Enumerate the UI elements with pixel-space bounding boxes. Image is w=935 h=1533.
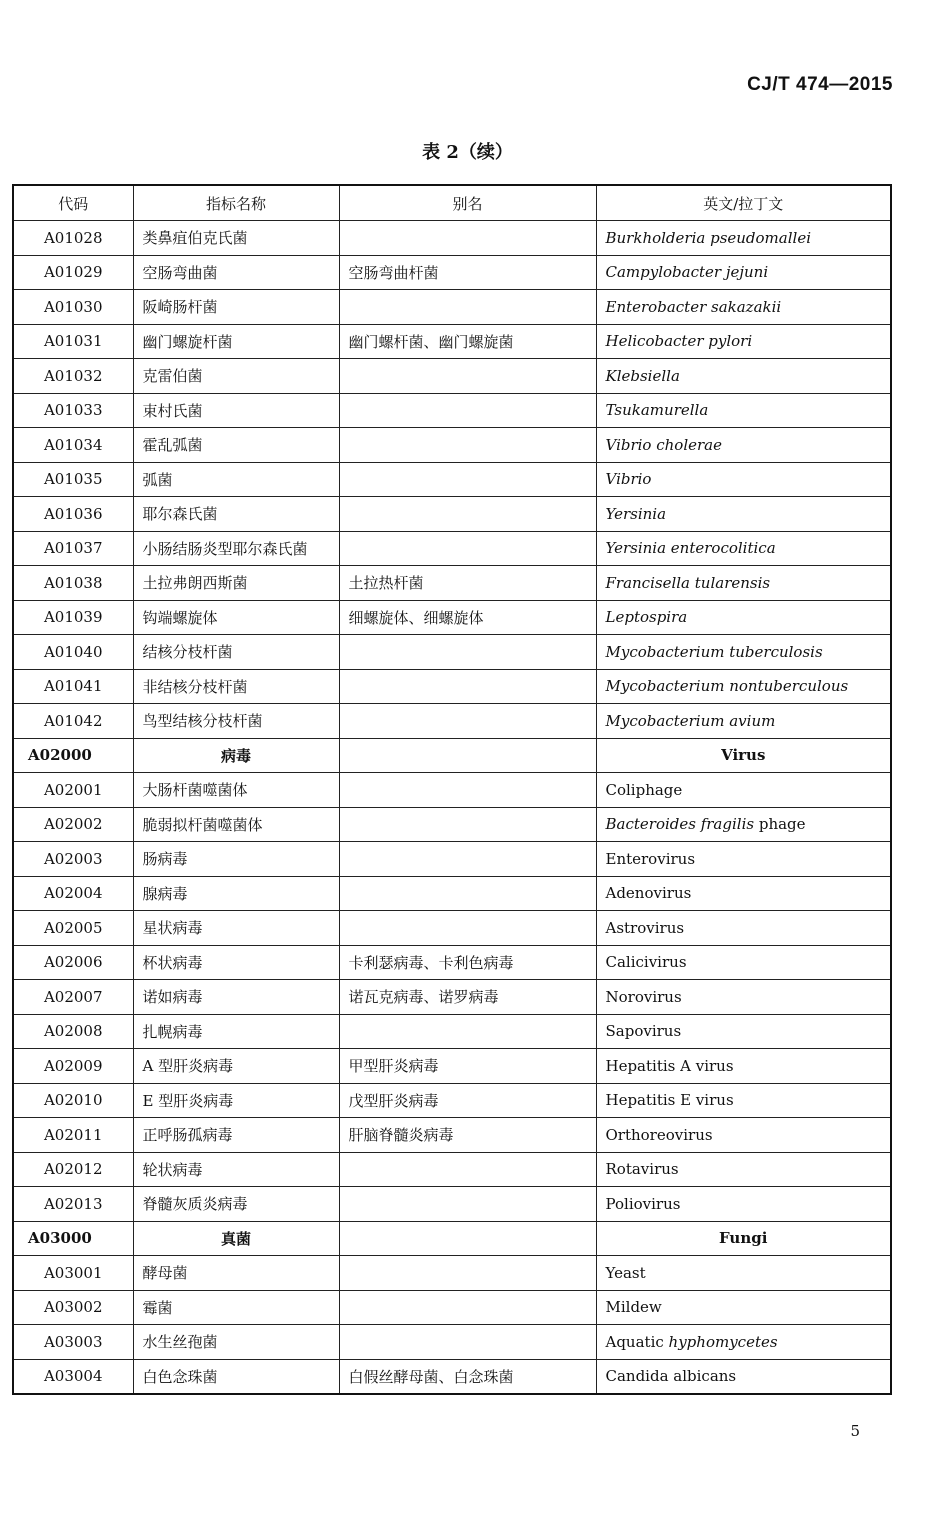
cell-alias	[339, 1221, 596, 1256]
cell-latin: Yersinia	[596, 497, 891, 532]
cell-name: 酵母菌	[133, 1256, 339, 1291]
table-row	[13, 566, 891, 601]
cell-name: 病毒	[133, 738, 339, 773]
cell-name: 钩端螺旋体	[133, 600, 339, 635]
cell-name: 土拉弗朗西斯菌	[133, 566, 339, 601]
cell-latin: Orthoreovirus	[596, 1118, 891, 1153]
category-row	[13, 1221, 891, 1256]
cell-code: A02001	[13, 773, 133, 808]
cell-alias	[339, 842, 596, 877]
cell-latin: Tsukamurella	[596, 393, 891, 428]
cell-name: 鸟型结核分枝杆菌	[133, 704, 339, 739]
cell-alias: 白假丝酵母菌、白念珠菌	[339, 1359, 596, 1394]
table-row	[13, 704, 891, 739]
cell-alias: 幽门螺杆菌、幽门螺旋菌	[339, 324, 596, 359]
cell-latin: Hepatitis A virus	[596, 1049, 891, 1084]
cell-alias: 空肠弯曲杆菌	[339, 255, 596, 290]
latin-prefix: Aquatic	[605, 1332, 669, 1351]
cell-alias	[339, 531, 596, 566]
cell-code: A02003	[13, 842, 133, 877]
cell-name: 弧菌	[133, 462, 339, 497]
cell-code: A02013	[13, 1187, 133, 1222]
cell-code: A02011	[13, 1118, 133, 1153]
cell-name: 脆弱拟杆菌噬菌体	[133, 807, 339, 842]
cell-code: A01040	[13, 635, 133, 670]
cell-alias: 卡利瑟病毒、卡利色病毒	[339, 945, 596, 980]
cell-latin: Yersinia enterocolitica	[596, 531, 891, 566]
cell-alias	[339, 807, 596, 842]
cell-alias	[339, 635, 596, 670]
cell-name: 结核分枝杆菌	[133, 635, 339, 670]
cell-latin: Astrovirus	[596, 911, 891, 946]
column-header-name: 指标名称	[133, 185, 339, 221]
cell-latin: Hepatitis E virus	[596, 1083, 891, 1118]
table-row	[13, 1187, 891, 1222]
cell-code: A01042	[13, 704, 133, 739]
cell-latin: Adenovirus	[596, 876, 891, 911]
cell-latin: Francisella tularensis	[596, 566, 891, 601]
table-row	[13, 807, 891, 842]
cell-code: A01033	[13, 393, 133, 428]
cell-code: A01029	[13, 255, 133, 290]
table-row	[13, 1290, 891, 1325]
cell-latin: Sapovirus	[596, 1014, 891, 1049]
table-row	[13, 1118, 891, 1153]
cell-code: A01036	[13, 497, 133, 532]
cell-alias	[339, 876, 596, 911]
cell-latin: Calicivirus	[596, 945, 891, 980]
cell-code: A02010	[13, 1083, 133, 1118]
cell-latin: Leptospira	[596, 600, 891, 635]
cell-code: A01035	[13, 462, 133, 497]
cell-code: A01037	[13, 531, 133, 566]
cell-alias	[339, 911, 596, 946]
cell-latin: Candida albicans	[596, 1359, 891, 1394]
cell-code: A03000	[13, 1221, 133, 1256]
cell-name: A 型肝炎病毒	[133, 1049, 339, 1084]
cell-name: 真菌	[133, 1221, 339, 1256]
cell-latin: Klebsiella	[596, 359, 891, 394]
table-row	[13, 842, 891, 877]
cell-name: 星状病毒	[133, 911, 339, 946]
table-row	[13, 531, 891, 566]
cell-alias	[339, 669, 596, 704]
cell-code: A03003	[13, 1325, 133, 1360]
table-row	[13, 945, 891, 980]
cell-alias	[339, 290, 596, 325]
cell-code: A01028	[13, 221, 133, 256]
table-row	[13, 428, 891, 463]
cell-code: A03002	[13, 1290, 133, 1325]
table-row	[13, 393, 891, 428]
table-row	[13, 876, 891, 911]
cell-name: 阪崎肠杆菌	[133, 290, 339, 325]
cell-code: A02002	[13, 807, 133, 842]
page-number: 5	[850, 1422, 860, 1440]
cell-code: A01039	[13, 600, 133, 635]
cell-alias: 甲型肝炎病毒	[339, 1049, 596, 1084]
standard-code: CJ/T 474—2015	[747, 74, 893, 95]
cell-code: A02004	[13, 876, 133, 911]
cell-alias	[339, 1014, 596, 1049]
category-row	[13, 738, 891, 773]
cell-alias	[339, 462, 596, 497]
cell-name: 杯状病毒	[133, 945, 339, 980]
table-row	[13, 462, 891, 497]
cell-name: 正呼肠孤病毒	[133, 1118, 339, 1153]
cell-code: A02012	[13, 1152, 133, 1187]
cell-latin: Mycobacterium avium	[596, 704, 891, 739]
cell-latin: Mycobacterium tuberculosis	[596, 635, 891, 670]
latin-italic: Bacteroides fragilis	[605, 815, 755, 834]
cell-alias: 戊型肝炎病毒	[339, 1083, 596, 1118]
cell-alias	[339, 1187, 596, 1222]
latin-italic: hyphomycetes	[668, 1332, 778, 1351]
cell-name: 耶尔森氏菌	[133, 497, 339, 532]
cell-latin: Yeast	[596, 1256, 891, 1291]
cell-name: 扎幌病毒	[133, 1014, 339, 1049]
cell-alias	[339, 428, 596, 463]
table-row	[13, 1359, 891, 1394]
cell-name: 诺如病毒	[133, 980, 339, 1015]
cell-code: A01034	[13, 428, 133, 463]
cell-latin: Coliphage	[596, 773, 891, 808]
cell-alias: 肝脑脊髓炎病毒	[339, 1118, 596, 1153]
cell-name: 空肠弯曲菌	[133, 255, 339, 290]
table-row	[13, 1325, 891, 1360]
cell-alias: 细螺旋体、细螺旋体	[339, 600, 596, 635]
cell-name: 束村氏菌	[133, 393, 339, 428]
cell-code: A02007	[13, 980, 133, 1015]
cell-code: A02000	[13, 738, 133, 773]
cell-name: 大肠杆菌噬菌体	[133, 773, 339, 808]
cell-alias	[339, 221, 596, 256]
cell-name: 霍乱弧菌	[133, 428, 339, 463]
cell-alias: 土拉热杆菌	[339, 566, 596, 601]
cell-alias	[339, 773, 596, 808]
cell-name: 克雷伯菌	[133, 359, 339, 394]
cell-latin: Fungi	[596, 1221, 891, 1256]
cell-code: A03004	[13, 1359, 133, 1394]
cell-code: A01031	[13, 324, 133, 359]
cell-alias	[339, 1152, 596, 1187]
column-header-code: 代码	[13, 185, 133, 221]
table-row	[13, 911, 891, 946]
table-row	[13, 1083, 891, 1118]
cell-name: 脊髓灰质炎病毒	[133, 1187, 339, 1222]
cell-name: 霉菌	[133, 1290, 339, 1325]
table-row	[13, 635, 891, 670]
cell-latin: Helicobacter pylori	[596, 324, 891, 359]
cell-alias	[339, 393, 596, 428]
cell-name: 水生丝孢菌	[133, 1325, 339, 1360]
cell-name: 肠病毒	[133, 842, 339, 877]
cell-latin: Enterobacter sakazakii	[596, 290, 891, 325]
table-row	[13, 1014, 891, 1049]
table-row	[13, 1049, 891, 1084]
cell-code: A01038	[13, 566, 133, 601]
cell-code: A02008	[13, 1014, 133, 1049]
cell-name: 腺病毒	[133, 876, 339, 911]
cell-latin	[596, 1325, 891, 1360]
cell-name: 白色念珠菌	[133, 1359, 339, 1394]
cell-name: 轮状病毒	[133, 1152, 339, 1187]
table-title: 表 2（续）	[422, 142, 513, 163]
latin-suffix: phage	[754, 815, 806, 834]
cell-code: A03001	[13, 1256, 133, 1291]
table-row	[13, 980, 891, 1015]
table-row	[13, 1256, 891, 1291]
cell-alias	[339, 1290, 596, 1325]
cell-latin: Vibrio	[596, 462, 891, 497]
table-body	[13, 221, 891, 1395]
column-header-alias: 别名	[339, 185, 596, 221]
cell-latin: Poliovirus	[596, 1187, 891, 1222]
cell-code: A02005	[13, 911, 133, 946]
cell-name: 类鼻疽伯克氏菌	[133, 221, 339, 256]
table-row	[13, 290, 891, 325]
cell-alias	[339, 1256, 596, 1291]
cell-name: E 型肝炎病毒	[133, 1083, 339, 1118]
cell-latin: Burkholderia pseudomallei	[596, 221, 891, 256]
cell-name: 非结核分枝杆菌	[133, 669, 339, 704]
table-row	[13, 255, 891, 290]
cell-name: 小肠结肠炎型耶尔森氏菌	[133, 531, 339, 566]
table-row	[13, 324, 891, 359]
table-row	[13, 1152, 891, 1187]
cell-latin: Vibrio cholerae	[596, 428, 891, 463]
cell-latin: Enterovirus	[596, 842, 891, 877]
indicator-table	[12, 184, 892, 1395]
table-row	[13, 221, 891, 256]
cell-latin: Norovirus	[596, 980, 891, 1015]
table-row	[13, 773, 891, 808]
table-row	[13, 600, 891, 635]
cell-code: A01041	[13, 669, 133, 704]
cell-latin: Campylobacter jejuni	[596, 255, 891, 290]
cell-code: A02009	[13, 1049, 133, 1084]
cell-latin: Mildew	[596, 1290, 891, 1325]
cell-name: 幽门螺旋杆菌	[133, 324, 339, 359]
table-header-row	[13, 185, 891, 221]
cell-alias: 诺瓦克病毒、诺罗病毒	[339, 980, 596, 1015]
cell-code: A01032	[13, 359, 133, 394]
cell-alias	[339, 497, 596, 532]
cell-alias	[339, 359, 596, 394]
cell-latin: Rotavirus	[596, 1152, 891, 1187]
column-header-latin: 英文/拉丁文	[596, 185, 891, 221]
cell-alias	[339, 738, 596, 773]
table-row	[13, 669, 891, 704]
table-row	[13, 497, 891, 532]
cell-alias	[339, 704, 596, 739]
cell-latin: Mycobacterium nontuberculous	[596, 669, 891, 704]
cell-alias	[339, 1325, 596, 1360]
table-row	[13, 359, 891, 394]
cell-code: A01030	[13, 290, 133, 325]
cell-latin: Virus	[596, 738, 891, 773]
cell-latin	[596, 807, 891, 842]
cell-code: A02006	[13, 945, 133, 980]
